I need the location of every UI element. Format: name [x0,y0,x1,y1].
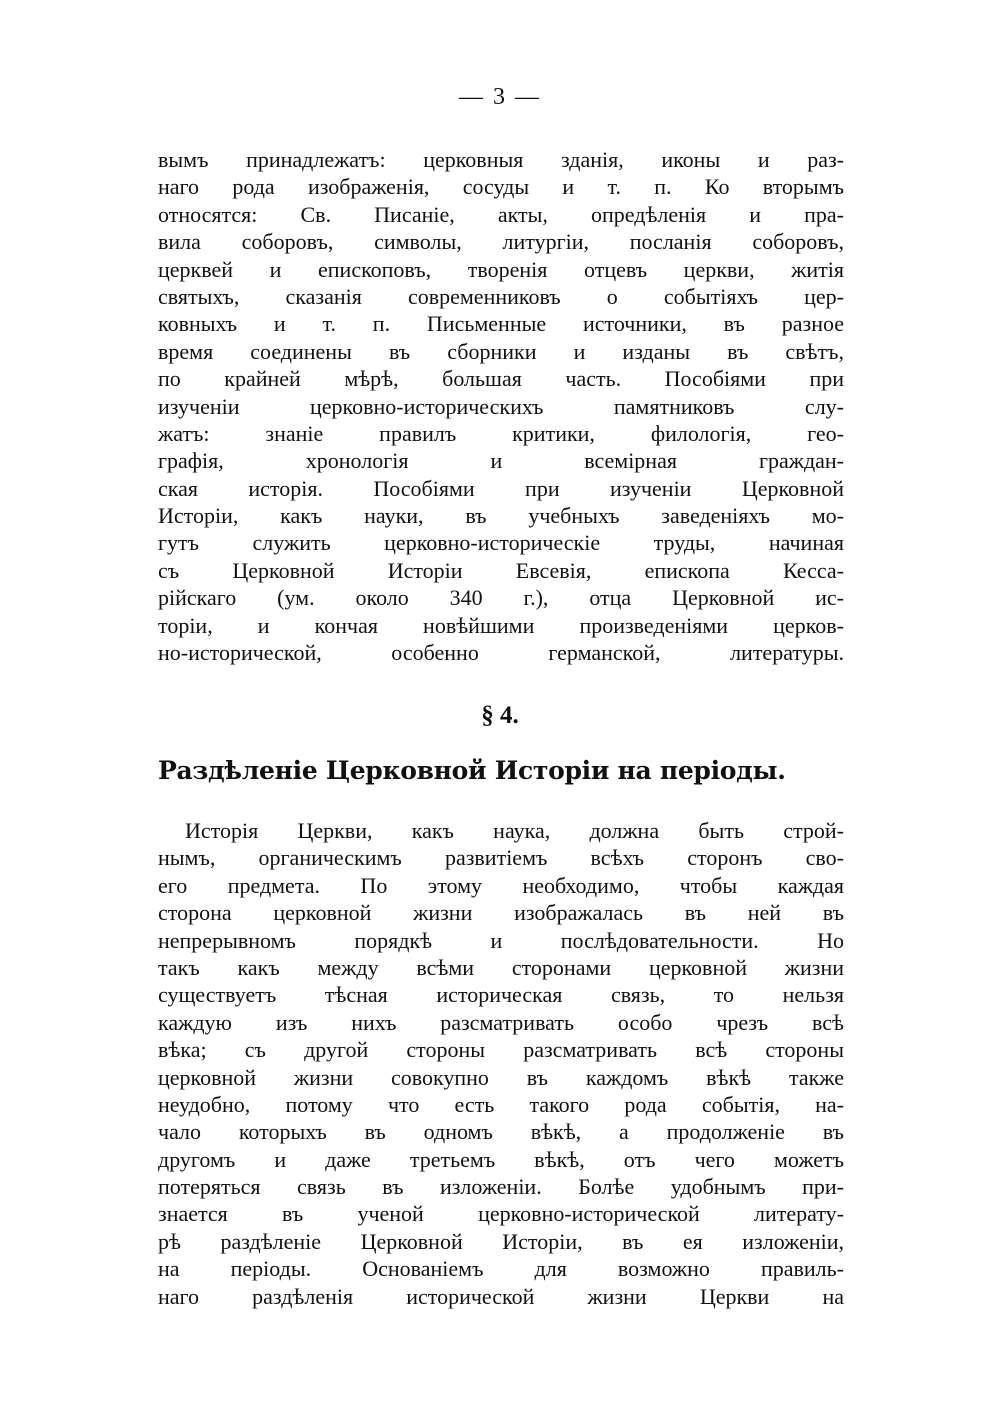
text-line: чало которыхъ въ одномъ вѣкѣ, а продолженіе въ [158,1119,844,1145]
text-line: рійскаго (ум. около 340 г.), отца Церковной ис- [158,585,844,611]
text-line: неудобно, потому что есть такого рода событія, на- [158,1091,844,1117]
text-line: сторона церковной жизни изображалась въ ней въ [158,900,844,926]
text-line: время соединены въ сборники и изданы въ свѣтъ, [158,338,844,364]
text-line: церковной жизни совокупно въ каждомъ вѣкѣ также [158,1064,844,1090]
section-heading: Раздѣленіе Церковной Исторіи на періоды. [158,756,786,785]
text-line: церквей и епископовъ, творенія отцевъ церкви, житія [158,256,844,282]
text-line: изученіи церковно-историческихъ памятниковъ слу- [158,393,844,419]
text-line: святыхъ, сказанія современниковъ о событіяхъ цер- [158,283,844,309]
text-line: нымъ, органическимъ развитіемъ всѣхъ сторонъ сво- [158,845,844,871]
text-line: ская исторія. Пособіями при изученіи Церковной [158,475,844,501]
text-line: торіи, и кончая новѣйшими произведеніями церков- [158,612,844,638]
paragraph-2 [158,817,844,1310]
text-line: другомъ и даже третьемъ вѣкѣ, отъ чего можетъ [158,1146,844,1172]
text-line: на періоды. Основаніемъ для возможно правиль- [158,1256,844,1282]
text-line: потеряться связь въ изложеніи. Болѣе удобнымъ при- [158,1174,844,1200]
page-number: — 3 — [459,84,541,110]
paragraph-1 [158,146,844,666]
text-line: съ Церковной Исторіи Евсевія, епископа Кесса- [158,557,844,583]
text-line: наго рода изображенія, сосуды и т. п. Ко вторымъ [158,174,844,200]
text-line: вила соборовъ, символы, литургіи, посланія соборовъ, [158,229,844,255]
text-line: графія, хронологія и всемірная граждан- [158,448,844,474]
section-number: § 4. [481,702,519,729]
text-line: существуетъ тѣсная историческая связь, то нельзя [158,982,844,1008]
text-line: его предмета. По этому необходимо, чтобы каждая [158,872,844,898]
text-line: наго раздѣленія исторической жизни Церкви на [158,1283,844,1309]
text-line: Исторія Церкви, какъ наука, должна быть строй- [185,818,844,843]
text-line: вымъ принадлежатъ: церковныя зданія, иконы и раз- [158,147,844,172]
text-line: гутъ служить церковно-историческіе труды, начиная [158,530,844,556]
text-line: ковныхъ и т. п. Письменные источники, въ разное [158,311,844,337]
text-line: рѣ раздѣленіе Церковной Исторіи, въ ея изложеніи, [158,1228,844,1254]
text-line: знается въ ученой церковно-исторической литерату- [158,1201,844,1227]
text-line: по крайней мѣрѣ, большая часть. Пособіями при [158,366,844,392]
text-line: Исторіи, какъ науки, въ учебныхъ заведеніяхъ мо- [158,503,844,529]
text-line: жатъ: знаніе правилъ критики, филологія, гео- [158,420,844,446]
text-line: относятся: Св. Писаніе, акты, опредѣленія и пра- [158,201,844,227]
text-line: такъ какъ между всѣми сторонами церковной жизни [158,954,844,980]
text-line: каждую изъ нихъ разсматривать особо чрезъ всѣ [158,1009,844,1035]
text-line: вѣка; съ другой стороны разсматривать всѣ стороны [158,1037,844,1063]
text-line: но-исторической, особенно германской, литературы. [158,640,844,666]
text-line: непрерывномъ порядкѣ и послѣдовательности. Но [158,927,844,953]
